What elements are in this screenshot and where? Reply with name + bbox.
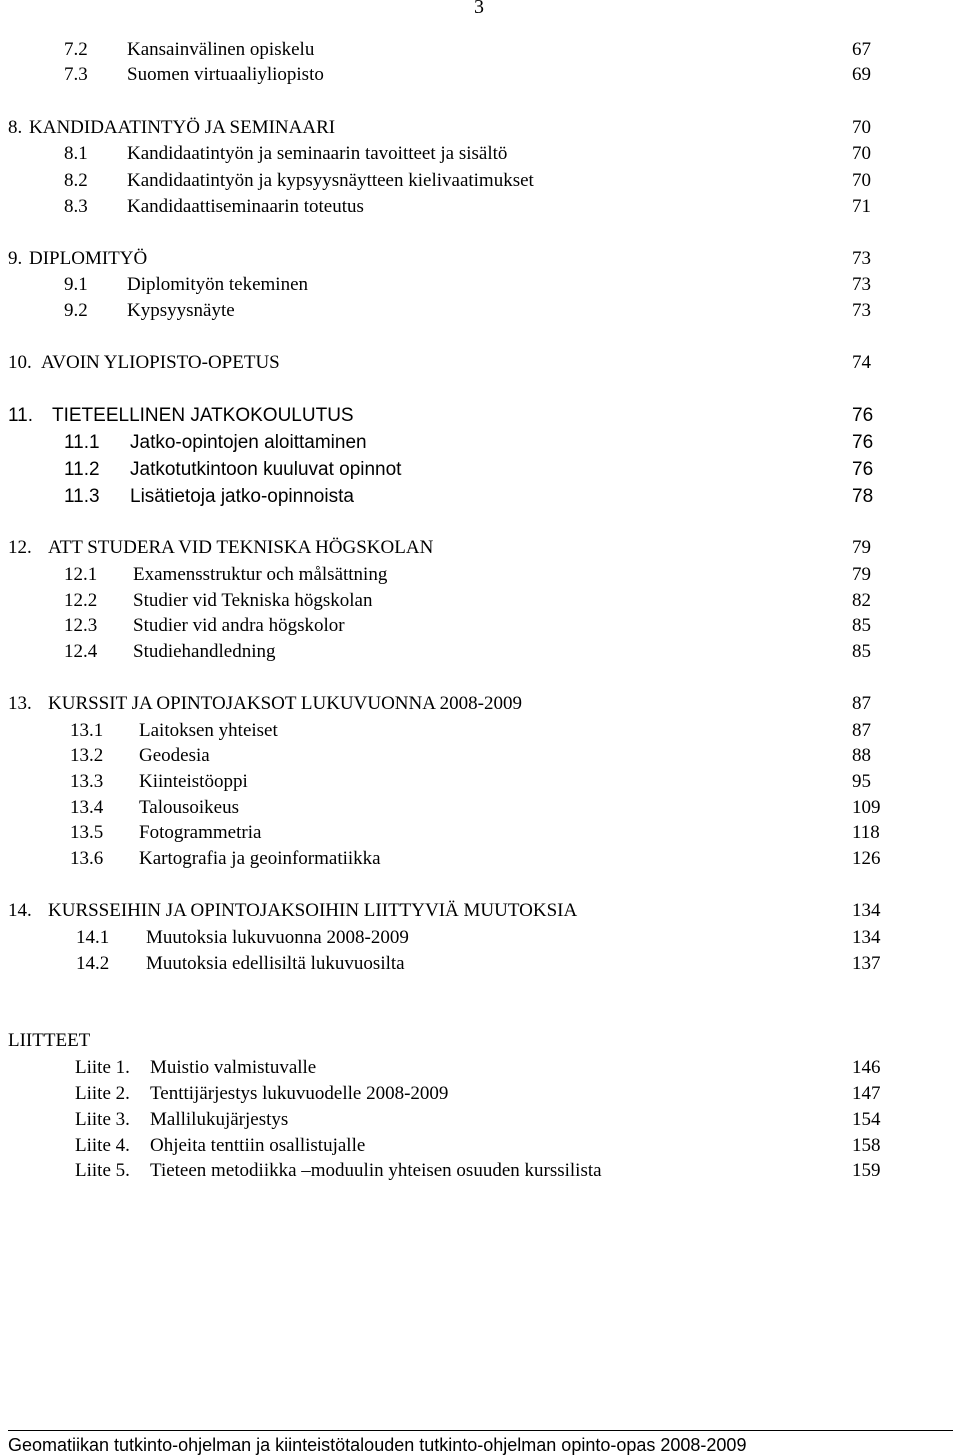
toc-row[interactable] — [0, 639, 960, 665]
toc-number: 7.3 — [64, 64, 88, 85]
toc-row[interactable] — [0, 37, 960, 63]
toc-title: Suomen virtuaaliyliopisto — [127, 64, 324, 85]
toc-title: Tieteen metodiikka –moduulin yhteisen osuuden kurssilista — [150, 1160, 602, 1181]
toc-number: 12.2 — [64, 590, 98, 611]
toc-title: Talousoikeus — [139, 797, 239, 818]
toc-number: 8.2 — [64, 170, 88, 191]
toc-title: Muutoksia lukuvuonna 2008-2009 — [146, 927, 409, 948]
toc-title: Laitoksen yhteiset — [139, 720, 278, 741]
toc-row[interactable] — [0, 898, 960, 924]
toc-page: 79 — [852, 564, 871, 585]
toc-page: 73 — [852, 248, 871, 269]
toc-number: 13. — [8, 693, 32, 714]
toc-number: 12. — [8, 537, 32, 558]
toc-number: 8.3 — [64, 196, 88, 217]
toc-number: 12.4 — [64, 641, 98, 662]
toc-page: 73 — [852, 300, 871, 321]
toc-row[interactable] — [0, 403, 960, 429]
toc-number: 13.6 — [70, 848, 104, 869]
toc-row[interactable] — [0, 1158, 960, 1184]
toc-page: 76 — [852, 432, 874, 453]
toc-row[interactable] — [0, 820, 960, 846]
toc-title: Lisätietoja jatko-opinnoista — [130, 486, 354, 507]
toc-row[interactable] — [0, 769, 960, 795]
toc-page: 74 — [852, 352, 871, 373]
toc-row[interactable] — [0, 1107, 960, 1133]
toc-title: Jatkotutkintoon kuuluvat opinnot — [130, 459, 402, 480]
toc-title: Studier vid andra högskolor — [133, 615, 345, 636]
toc-title: Kiinteistöoppi — [139, 771, 248, 792]
toc-row[interactable] — [0, 795, 960, 821]
toc-title: ATT STUDERA VID TEKNISKA HÖGSKOLAN — [48, 537, 434, 558]
toc-row[interactable] — [0, 350, 960, 376]
footer-divider — [8, 1430, 953, 1431]
toc-row[interactable] — [0, 925, 960, 951]
toc-title: Studiehandledning — [133, 641, 276, 662]
toc-page: 73 — [852, 274, 871, 295]
toc-title: Geodesia — [139, 745, 210, 766]
toc-number: 14. — [8, 900, 32, 921]
toc-number: 13.2 — [70, 745, 104, 766]
toc-title: Muutoksia edellisiltä lukuvuosilta — [146, 953, 405, 974]
toc-number: 13.1 — [70, 720, 104, 741]
toc-page: 87 — [852, 693, 871, 714]
toc-title: Muistio valmistuvalle — [150, 1057, 317, 1078]
toc-page: 67 — [852, 39, 871, 60]
toc-number: Liite 2. — [75, 1083, 130, 1104]
toc-page: 71 — [852, 196, 871, 217]
toc-row[interactable] — [0, 168, 960, 194]
toc-page: 79 — [852, 537, 871, 558]
toc-row[interactable] — [0, 588, 960, 614]
toc-page: 118 — [852, 822, 880, 843]
toc-page: 109 — [852, 797, 881, 818]
toc-row[interactable] — [0, 613, 960, 639]
toc-number: Liite 1. — [75, 1057, 130, 1078]
toc-page: 88 — [852, 745, 871, 766]
toc-number: 14.1 — [76, 927, 110, 948]
toc-page: 154 — [852, 1109, 881, 1130]
toc-page: 134 — [852, 927, 881, 948]
toc-row[interactable] — [0, 430, 960, 456]
toc-page: 158 — [852, 1135, 881, 1156]
toc-number: Liite 4. — [75, 1135, 130, 1156]
toc-page: 85 — [852, 641, 871, 662]
toc-row[interactable] — [0, 272, 960, 298]
toc-page: 70 — [852, 117, 871, 138]
toc-title: Studier vid Tekniska högskolan — [133, 590, 373, 611]
page-number: 3 — [474, 0, 484, 18]
toc-number: Liite 5. — [75, 1160, 130, 1181]
toc-number: 13.3 — [70, 771, 104, 792]
toc-page: 78 — [852, 486, 874, 507]
toc-title: TIETEELLINEN JATKOKOULUTUS — [52, 405, 354, 426]
toc-title: DIPLOMITYÖ — [29, 248, 148, 269]
footer-text: Geomatiikan tutkinto-ohjelman ja kiinteistötalouden tutkinto-ohjelman opinto-opas 2008-2009 — [8, 1435, 747, 1455]
toc-row[interactable] — [0, 194, 960, 220]
toc-page: 70 — [852, 170, 871, 191]
toc-title: Diplomityön tekeminen — [127, 274, 309, 295]
toc-page: 159 — [852, 1160, 881, 1181]
toc-row[interactable] — [0, 457, 960, 483]
toc-title: Mallilukujärjestys — [150, 1109, 289, 1130]
toc-number: 8.1 — [64, 143, 88, 164]
toc-row[interactable] — [0, 691, 960, 717]
toc-number: 7.2 — [64, 39, 88, 60]
toc-row[interactable] — [0, 115, 960, 141]
toc-row[interactable] — [0, 141, 960, 167]
toc-number: 9.1 — [64, 274, 88, 295]
toc-title: AVOIN YLIOPISTO-OPETUS — [41, 352, 280, 373]
toc-row[interactable] — [0, 1028, 960, 1054]
toc-page: 137 — [852, 953, 881, 974]
toc-title: Tenttijärjestys lukuvuodelle 2008-2009 — [150, 1083, 449, 1104]
toc-page: 76 — [852, 459, 874, 480]
toc-row[interactable] — [0, 1081, 960, 1107]
toc-title: Kartografia ja geoinformatiikka — [139, 848, 381, 869]
toc-title: Kandidaattiseminaarin toteutus — [127, 196, 364, 217]
toc-number: 11. — [8, 405, 34, 426]
toc-title: Kansainvälinen opiskelu — [127, 39, 315, 60]
toc-row[interactable] — [0, 535, 960, 561]
toc-row[interactable] — [0, 1133, 960, 1159]
toc-page: 85 — [852, 615, 871, 636]
toc-number: 9.2 — [64, 300, 88, 321]
toc-number: 11.3 — [64, 486, 100, 507]
toc-row[interactable] — [0, 62, 960, 88]
toc-number: Liite 3. — [75, 1109, 130, 1130]
toc-number: 11.2 — [64, 459, 100, 480]
toc-number: 14.2 — [76, 953, 110, 974]
toc-number: 13.4 — [70, 797, 104, 818]
toc-title: Kandidaatintyön ja seminaarin tavoitteet ja sisältö — [127, 143, 508, 164]
toc-row[interactable] — [0, 1055, 960, 1081]
toc-row[interactable] — [0, 298, 960, 324]
toc-title: Ohjeita tenttiin osallistujalle — [150, 1135, 366, 1156]
toc-title: KANDIDAATINTYÖ JA SEMINAARI — [29, 117, 336, 138]
toc-number: 11.1 — [64, 432, 100, 453]
toc-row[interactable] — [0, 484, 960, 510]
toc-title: Examensstruktur och målsättning — [133, 564, 388, 585]
toc-row[interactable] — [0, 846, 960, 872]
toc-title: Kypsyysnäyte — [127, 300, 235, 321]
toc-number: 8. — [8, 117, 23, 138]
toc-page: 126 — [852, 848, 881, 869]
toc-title: KURSSIT JA OPINTOJAKSOT LUKUVUONNA 2008-2009 — [48, 693, 522, 714]
toc-row[interactable] — [0, 951, 960, 977]
toc-page: 95 — [852, 771, 871, 792]
toc-title: KURSSEIHIN JA OPINTOJAKSOIHIN LIITTYVIÄ MUUTOKSIA — [48, 900, 578, 921]
toc-page: 76 — [852, 405, 874, 426]
toc-page: 134 — [852, 900, 881, 921]
toc-row[interactable] — [0, 562, 960, 588]
toc-row[interactable] — [0, 743, 960, 769]
toc-title: Fotogrammetria — [139, 822, 262, 843]
toc-row[interactable] — [0, 246, 960, 272]
toc-title: Kandidaatintyön ja kypsyysnäytteen kielivaatimukset — [127, 170, 534, 191]
toc-title: Jatko-opintojen aloittaminen — [130, 432, 367, 453]
toc-section-title: LIITTEET — [8, 1030, 91, 1051]
toc-number: 9. — [8, 248, 23, 269]
toc-page: 82 — [852, 590, 871, 611]
toc-number: 13.5 — [70, 822, 104, 843]
toc-page: 146 — [852, 1057, 881, 1078]
toc-page: 87 — [852, 720, 871, 741]
toc-row[interactable] — [0, 718, 960, 744]
toc-number: 12.1 — [64, 564, 98, 585]
toc-page: 69 — [852, 64, 871, 85]
toc-page: 70 — [852, 143, 871, 164]
toc-number: 10. — [8, 352, 32, 373]
toc-page: 147 — [852, 1083, 881, 1104]
toc-number: 12.3 — [64, 615, 98, 636]
